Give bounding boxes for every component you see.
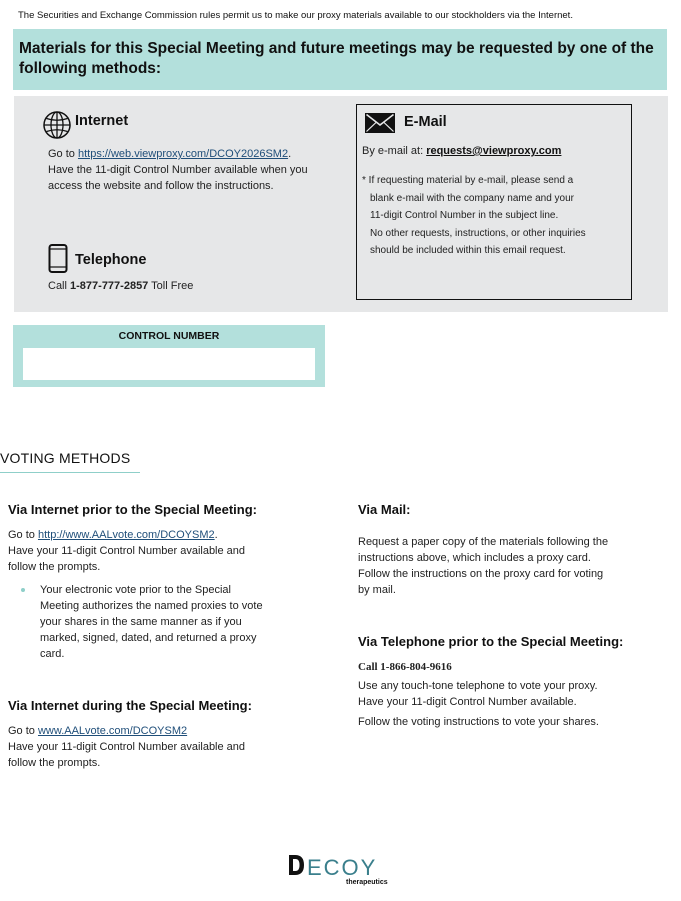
mail-line: Request a paper copy of the materials following the (358, 536, 609, 548)
internet-during-line3: follow the prompts. (8, 757, 101, 769)
internet-instructions (48, 146, 308, 194)
internet-title: Internet (75, 113, 129, 129)
mail-heading: Via Mail: (358, 502, 411, 517)
decoy-logo (286, 851, 398, 887)
internet-prior-line2: Have your 11-digit Control Number available and (8, 545, 246, 557)
mobile-phone-icon (48, 244, 68, 278)
internet-during-line2: Have your 11-digit Control Number available and (8, 741, 246, 753)
envelope-icon (365, 113, 395, 138)
internet-line3: access the website and follow the instructions. (48, 180, 274, 192)
telephone-vote-text (358, 678, 599, 730)
mail-line: Follow the instructions on the proxy card for voting (358, 568, 604, 580)
telephone-line: Follow the voting instructions to vote your shares. (358, 716, 599, 728)
voting-methods-title: VOTING METHODS (0, 450, 131, 466)
toll-free-label: Toll Free (148, 280, 194, 292)
go-to-label: Go to (8, 725, 38, 737)
email-address-line (362, 143, 561, 159)
mail-line: by mail. (358, 584, 396, 596)
email-note-line: blank e-mail with the company name and your (370, 192, 574, 204)
internet-line2: Have the 11-digit Control Number available when you (48, 164, 308, 176)
svg-text:therapeutics: therapeutics (346, 879, 388, 886)
telephone-line: Use any touch-tone telephone to vote your proxy. (358, 680, 598, 692)
control-number-label: CONTROL NUMBER (118, 330, 220, 342)
bullet-icon (21, 588, 25, 592)
viewproxy-link[interactable]: https://web.viewproxy.com/DCOY2026SM2 (77, 148, 289, 160)
bullet-line: card. (40, 648, 65, 660)
email-note-line: should be included within this email request. (370, 245, 566, 256)
bullet-line: Meeting authorizes the named proxies to vote (40, 600, 263, 612)
voting-methods-divider (0, 472, 140, 473)
aalvote-during-link[interactable]: www.AALvote.com/DCOYSM2 (37, 725, 188, 737)
bullet-line: Your electronic vote prior to the Special (40, 584, 231, 596)
telephone-instructions (48, 278, 193, 294)
email-note-line: No other requests, instructions, or other inquiries (370, 227, 586, 239)
globe-icon (42, 110, 72, 145)
go-to-label: Go to (8, 529, 38, 541)
mail-text (358, 534, 608, 598)
intro-text: The Securities and Exchange Commission rules permit us to make our proxy materials available to our stockholders via the Internet. (18, 10, 573, 21)
call-label: Call (48, 280, 71, 292)
telephone-vote-number: Call 1-866-804-9616 (358, 661, 452, 673)
telephone-line: Have your 11-digit Control Number available. (358, 696, 577, 708)
svg-text:ECOY: ECOY (307, 855, 378, 880)
control-number-field (23, 348, 315, 380)
internet-during-heading: Via Internet during the Special Meeting: (8, 698, 252, 713)
email-address-link[interactable]: requests@viewproxy.com (426, 145, 562, 157)
request-methods-banner: Materials for this Special Meeting and future meetings may be requested by one of the following methods: (13, 29, 667, 90)
by-email-label: By e-mail at: (362, 145, 427, 157)
email-title: E-Mail (404, 114, 447, 130)
punctuation: . (214, 529, 218, 541)
punctuation: . (288, 148, 292, 160)
internet-prior-bullet (40, 582, 263, 662)
internet-prior-heading: Via Internet prior to the Special Meeting: (8, 502, 257, 517)
telephone-title: Telephone (75, 252, 147, 268)
telephone-vote-heading: Via Telephone prior to the Special Meeting: (358, 634, 624, 649)
email-note-line: * If requesting material by e-mail, please send a (362, 175, 574, 186)
toll-free-number: 1-877-777-2857 (70, 280, 149, 292)
control-number-box (13, 325, 325, 387)
internet-during-text (8, 723, 245, 771)
email-panel (356, 104, 632, 300)
bullet-line: your shares in the same manner as if you (40, 616, 242, 628)
mail-line: instructions above, which includes a proxy card. (358, 552, 591, 564)
email-note-line: 11-digit Control Number in the subject line. (370, 210, 559, 221)
internet-prior-line3: follow the prompts. (8, 561, 101, 573)
internet-prior-text (8, 527, 245, 575)
go-to-label: Go to (48, 148, 78, 160)
bullet-line: marked, signed, dated, and returned a proxy (40, 632, 257, 644)
aalvote-prior-link[interactable]: http://www.AALvote.com/DCOYSM2 (37, 529, 215, 541)
email-note (362, 172, 586, 260)
